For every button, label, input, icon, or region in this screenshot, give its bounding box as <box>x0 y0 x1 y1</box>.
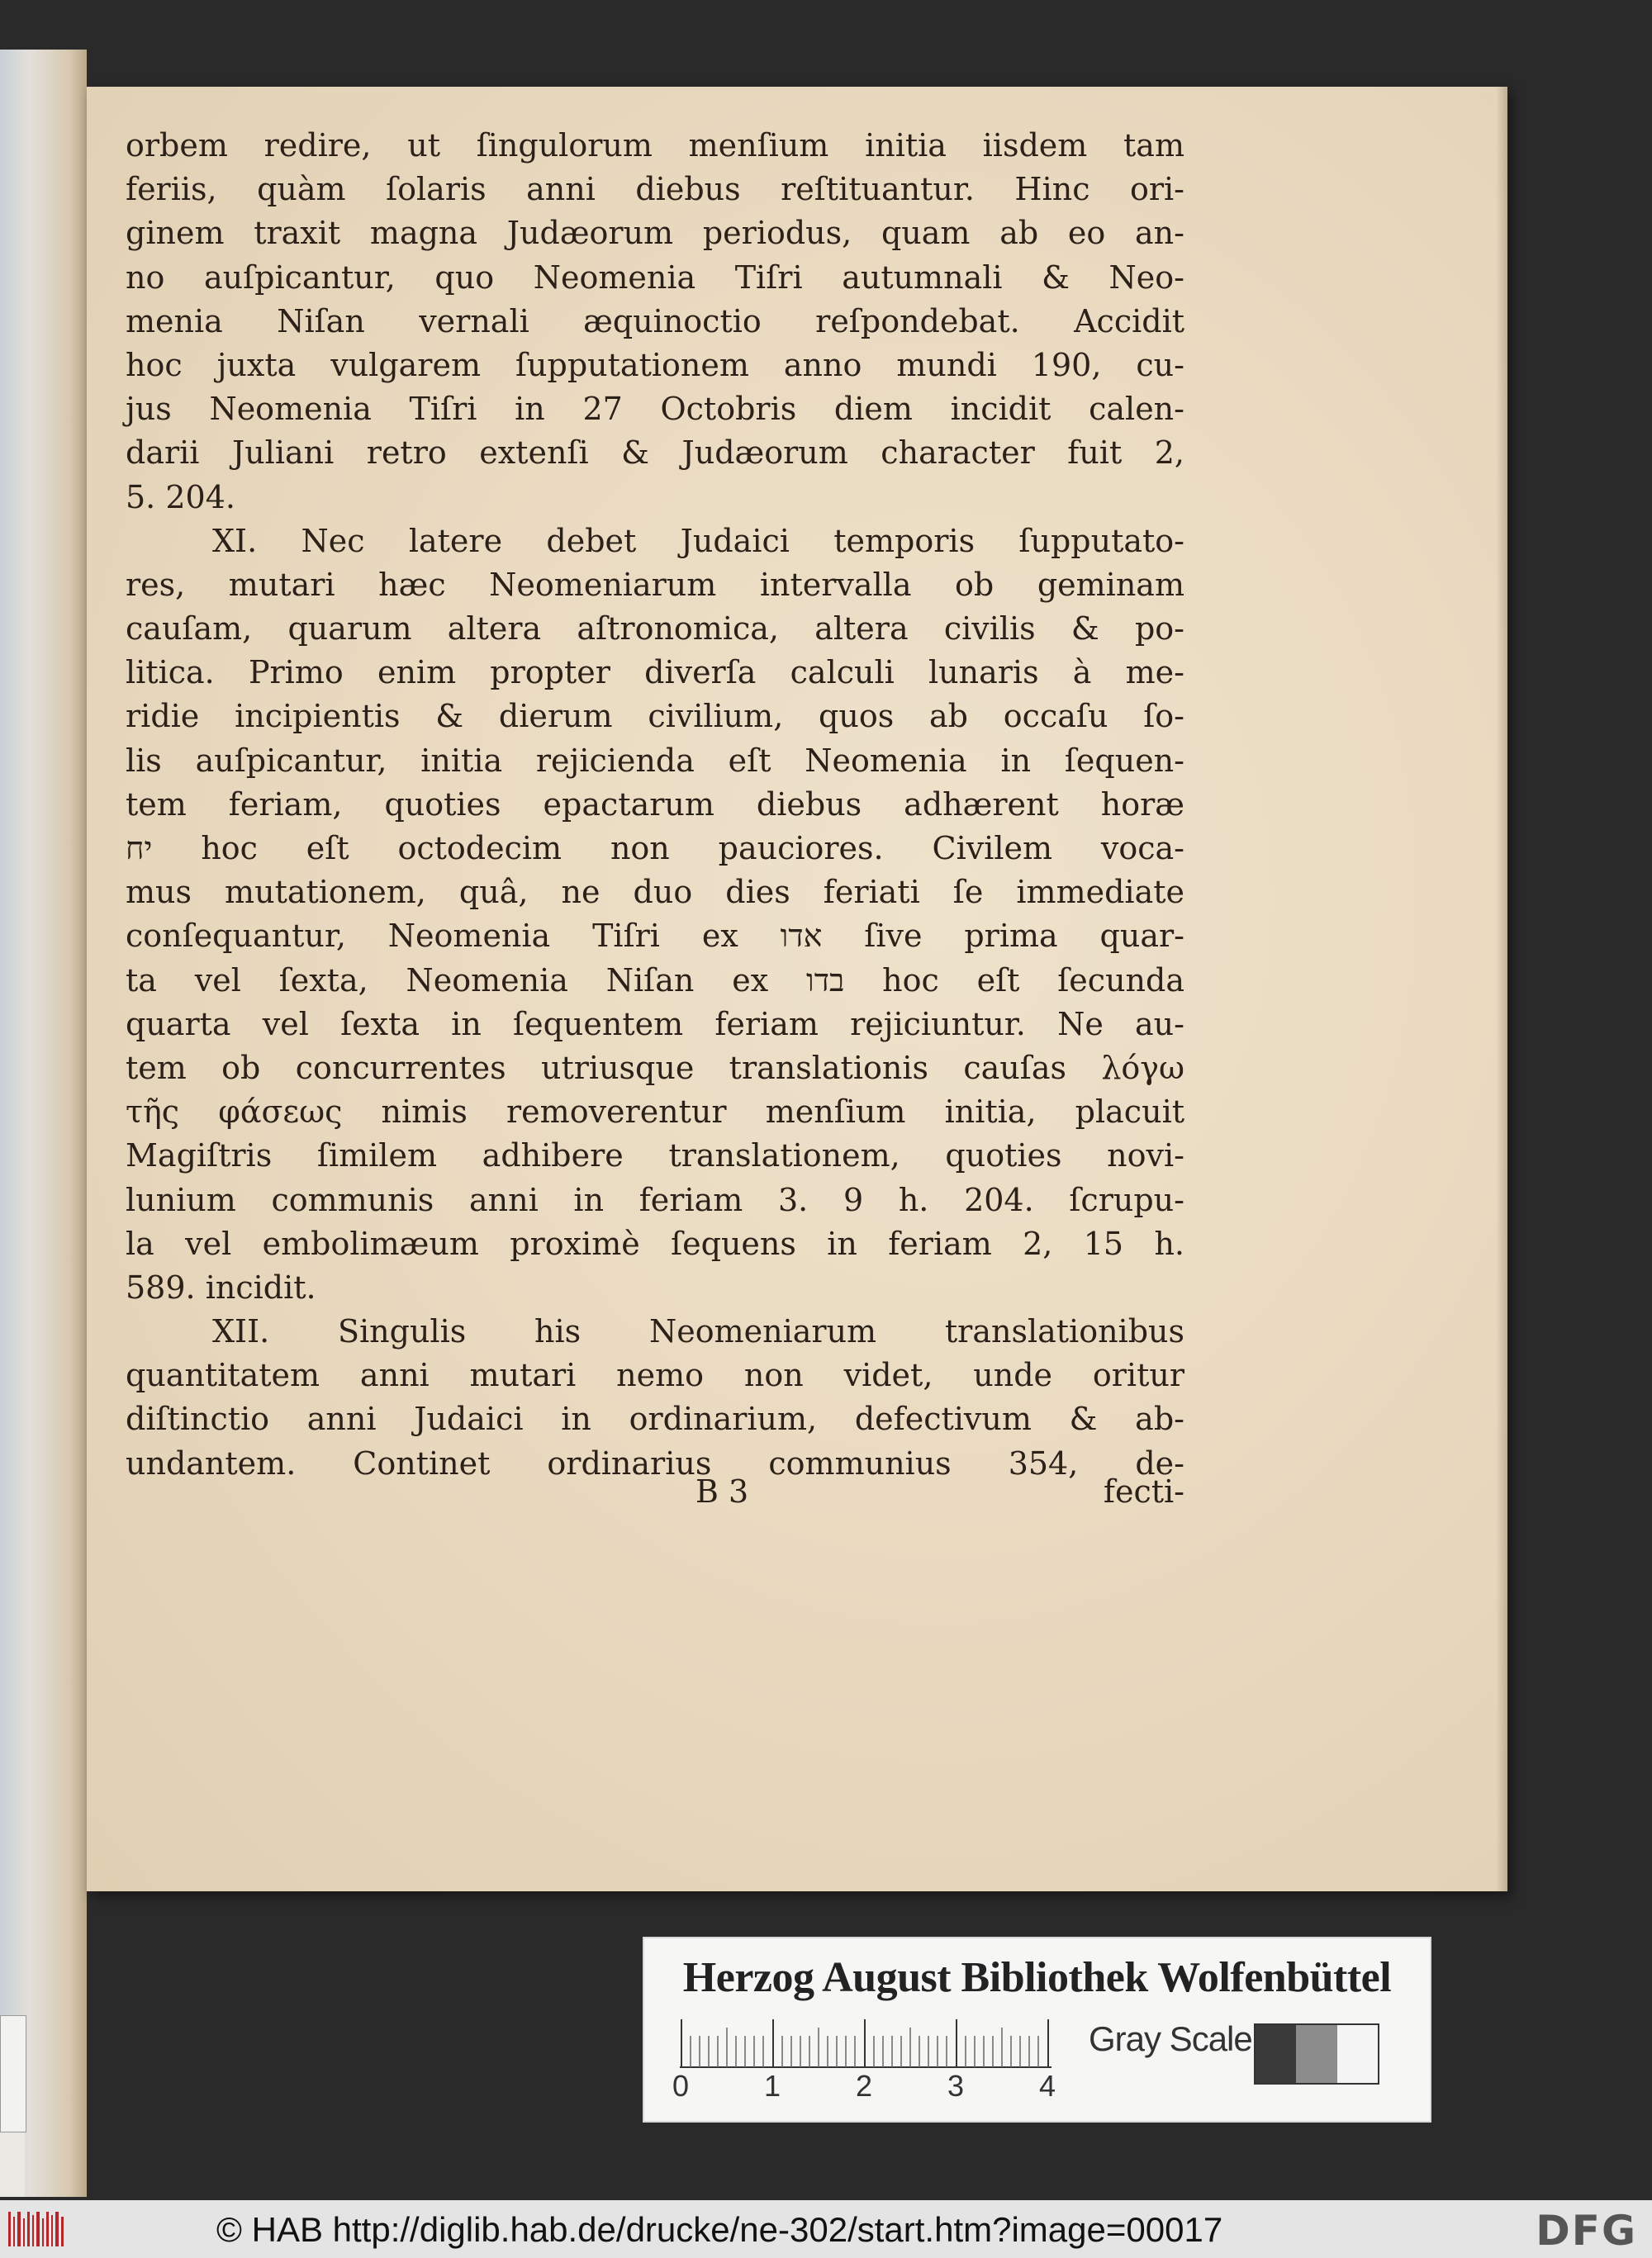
text-line: mus mutationem, quâ, ne duo dies feriati ſe immediate <box>126 874 1184 911</box>
text-line: quantitatem anni mutari nemo non videt, unde oritur <box>126 1357 1184 1394</box>
catchword: fecti- <box>1103 1473 1184 1510</box>
text-line: undantem. Continet ordinarius communius 354, de- <box>126 1444 1184 1482</box>
footer-bar <box>0 2200 1652 2258</box>
library-scale-card <box>643 1937 1431 2123</box>
spine-tab <box>0 2015 26 2132</box>
ruler-icon <box>680 2019 1051 2069</box>
swatch-dark <box>1256 2025 1296 2083</box>
library-name: Herzog August Bibliothek Wolfenbüttel <box>682 1954 1392 2001</box>
text-line: feriis, quàm ſolaris anni diebus reſtituantur. Hinc ori- <box>126 171 1184 208</box>
signature-mark: B 3 <box>695 1473 749 1510</box>
ruler-number: 3 <box>947 2069 965 2103</box>
text-line: res, mutari hæc Neomeniarum intervalla ob geminam <box>126 566 1184 603</box>
text-line: Magiſtris ſimilem adhibere translationem, quoties novi- <box>126 1137 1184 1174</box>
text-line: 589. incidit. <box>126 1269 316 1306</box>
text-line: lis auſpicantur, initia rejicienda eſt Neomenia in ſequen- <box>126 742 1184 779</box>
text-line: 5. 204. <box>126 478 235 515</box>
ruler-number: 4 <box>1039 2069 1056 2103</box>
text-line: conſequantur, Neomenia Tiſri ex אדו ſive prima quar- <box>126 918 1185 955</box>
book-left-edge <box>0 50 87 2197</box>
swatch-light <box>1337 2025 1378 2083</box>
text-line: lunium communis anni in feriam 3. 9 h. 204. ſcrupu- <box>126 1181 1184 1218</box>
copyright-url[interactable]: © HAB http://diglib.hab.de/drucke/ne-302/start.htm?image=00017 <box>216 2210 1223 2249</box>
text-line: no auſpicantur, quo Neomenia Tiſri autumnali & Neo- <box>126 259 1184 296</box>
page-edge-shadow <box>1496 87 1507 1891</box>
ruler-number: 1 <box>764 2069 781 2103</box>
page-footer-line <box>126 1470 1184 1514</box>
text-line: menia Niſan vernali æquinoctio reſpondebat. Accidit <box>126 302 1184 339</box>
ruler-number: 2 <box>856 2069 873 2103</box>
page-text-block <box>126 124 1184 1486</box>
section-heading-line: XII. Singulis his Neomeniarum translationibus <box>212 1313 1184 1350</box>
gray-scale-label: Gray Scale <box>1089 2019 1252 2058</box>
hab-logo-icon <box>7 2208 66 2250</box>
text-line: ridie incipientis & dierum civilium, quos ab occaſu ſo- <box>126 698 1184 735</box>
swatch-mid <box>1296 2025 1336 2083</box>
text-line: tem feriam, quoties epactarum diebus adhærent horæ <box>126 785 1184 823</box>
text-line: τῆς φάσεως nimis removerentur menſium initia, placuit <box>126 1093 1184 1131</box>
text-line: cauſam, quarum altera aſtronomica, altera civilis & po- <box>126 610 1184 648</box>
text-line: diſtinctio anni Judaici in ordinarium, defectivum & ab- <box>126 1401 1184 1438</box>
text-line: ta vel ſexta, Neomenia Niſan ex בדו hoc eſt ſecunda <box>126 961 1184 999</box>
text-line: ginem traxit magna Judæorum periodus, quam ab eo an- <box>126 215 1184 252</box>
section-heading-line: XI. Nec latere debet Judaici temporis ſupputato- <box>212 522 1184 559</box>
text-line: tem ob concurrentes utriusque translationis cauſas λόγω <box>126 1049 1184 1086</box>
text-line: la vel embolimæum proximè ſequens in feriam 2, 15 h. <box>126 1225 1184 1262</box>
text-line: יח hoc eſt octodecim non pauciores. Civilem voca- <box>126 830 1184 866</box>
ruler-numbers <box>672 2069 1085 2110</box>
gray-scale-swatch <box>1254 2023 1379 2085</box>
text-line: hoc juxta vulgarem ſupputationem anno mundi 190, cu- <box>126 346 1184 383</box>
ruler-number: 0 <box>672 2069 690 2103</box>
text-line: quarta vel ſexta in ſequentem feriam rejiciuntur. Ne au- <box>126 1005 1184 1042</box>
text-line: orbem redire, ut ſingulorum menſium initia iisdem tam <box>126 127 1184 164</box>
text-line: jus Neomenia Tiſri in 27 Octobris diem incidit calen- <box>126 391 1184 428</box>
dfg-logo: DFG <box>1536 2207 1637 2255</box>
text-line: litica. Primo enim propter diverſa calculi lunaris à me- <box>126 654 1184 691</box>
text-line: darii Juliani retro extenſi & Judæorum character fuit 2, <box>126 434 1184 472</box>
